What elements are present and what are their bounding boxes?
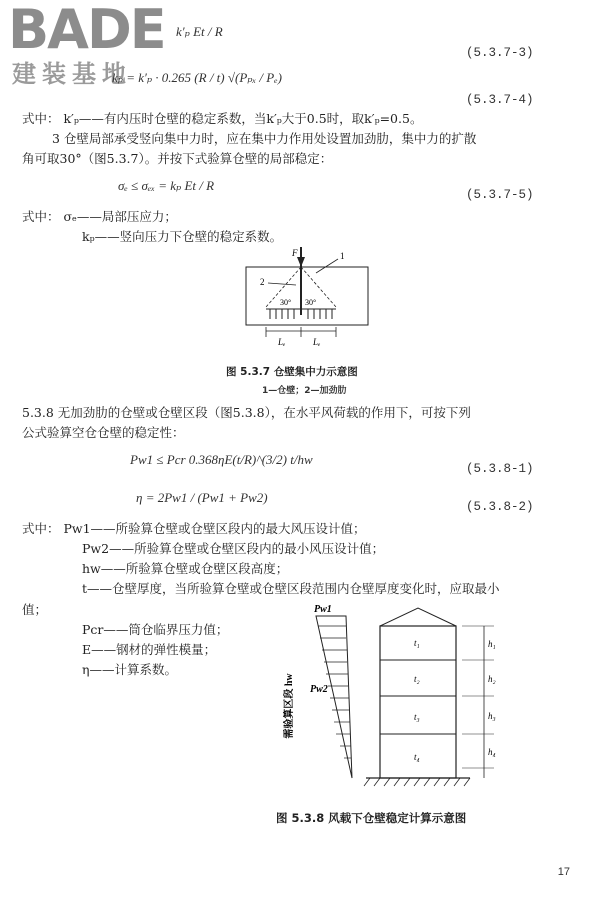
page-number: 17 [557,866,570,878]
formula-5-3-7-5: σₑ ≤ σₑₓ = kₚ Et / R [118,178,215,193]
eq-number-5-3-8-1: (5.3.8-1) [466,462,534,476]
text-kp-definition: 式中： k′ₚ——有内压时仓壁的稳定系数，当k′ₚ大于0.5时，取k′ₚ=0.5。 [22,111,423,126]
text-eta-definition: η——计算系数。 [82,662,177,677]
ground-hatch [364,778,470,786]
figure-5-3-8 [262,600,532,790]
text-pw2-definition: Pw2——所验算仓壁或仓壁区段内的最小风压设计值； [82,541,385,556]
label-pw2: Pw2 [310,684,328,695]
text-t-definition-cont: 值； [22,602,48,617]
formula-5-3-8-1: Pw1 ≤ Pcr 0.368ηE(t/R)^(3/2) t/hw [130,452,313,467]
text-section-5-3-8: 5.3.8 无加劲肋的仓壁或仓壁区段（图5.3.8），在水平风荷载的作用下，可按下列 [22,405,471,420]
text-kp-vertical: kₚ——竖向压力下仓壁的稳定系数。 [82,229,283,244]
formula-5-3-7-3: k′ₚ Et / R [176,24,223,39]
eq-number-5-3-8-2: (5.3.8-2) [466,500,534,514]
text-sigma-definition: 式中： σₑ——局部压应力； [22,209,177,224]
text-pw1-definition: 式中： Pw1——所验算仓壁或仓壁区段内的最大风压设计值； [22,521,366,536]
text-item-3-cont: 角可取30°（图5.3.7）。并按下式验算仓壁的局部稳定： [22,151,333,166]
wall-outline [246,267,368,325]
text-t-definition: t——仓壁厚度，当所验算仓壁或仓壁区段范围内仓壁厚度变化时，应取最小 [82,581,500,596]
label-h2: h₂ [488,674,496,684]
text-pcr-definition: Pcr——筒仓临界压力值； [82,622,229,637]
figure-5-3-7 [238,245,378,355]
logo-chinese: 建装基地 [12,60,132,88]
eq-number-5-3-7-5: (5.3.7-5) [466,188,534,202]
label-le-right: Lₑ [313,337,321,347]
label-1: 1 [340,251,345,261]
label-F: F [292,248,298,258]
eq-number-5-3-7-3: (5.3.7-3) [466,46,534,60]
eq-number-5-3-7-4: (5.3.7-4) [466,93,534,107]
label-le-left: Lₑ [278,337,286,347]
leader-2 [268,283,296,285]
label-pw1: Pw1 [314,604,332,615]
label-t1: t₁ [414,638,420,648]
label-2: 2 [260,277,265,287]
formula-5-3-8-2: η = 2Pw1 / (Pw1 + Pw2) [136,490,268,505]
figure-5-3-7-caption: 图 5.3.7 仓壁集中力示意图 [226,366,358,378]
text-e-definition: E——钢材的弹性模量； [82,642,217,657]
text-hw-definition: hw——所验算仓壁或仓壁区段高度； [82,561,289,576]
force-arrowhead [297,257,305,267]
figure-5-3-8-caption: 图 5.3.8 风载下仓壁稳定计算示意图 [276,811,467,825]
angle-left: 30° [280,298,292,307]
label-h3: h₃ [488,711,496,721]
text-section-5-3-8-cont: 公式验算空仓仓壁的稳定性： [22,425,185,440]
label-t4: t₄ [414,752,420,762]
text-item-3: 3 仓壁局部承受竖向集中力时，应在集中力作用处设置加劲肋，集中力的扩散 [52,131,477,146]
label-t3: t₃ [414,712,420,722]
label-t2: t₂ [414,674,420,684]
leader-1 [316,259,338,273]
label-hw-vertical: 需验算区段 hw [284,673,295,739]
label-h4: h₄ [488,747,496,757]
wind-load-triangle [316,616,352,778]
angle-right: 30° [305,298,317,307]
label-h1: h₁ [488,639,496,649]
figure-5-3-7-subcaption: 1—仓壁；2—加劲肋 [262,386,347,396]
formula-5-3-7-4: kₚ = k′ₚ · 0.265 (R / t) √(Pₚₓ / Pₑ) [112,70,282,85]
silo-roof [380,608,456,626]
logo-wordmark: BADE [8,0,165,61]
